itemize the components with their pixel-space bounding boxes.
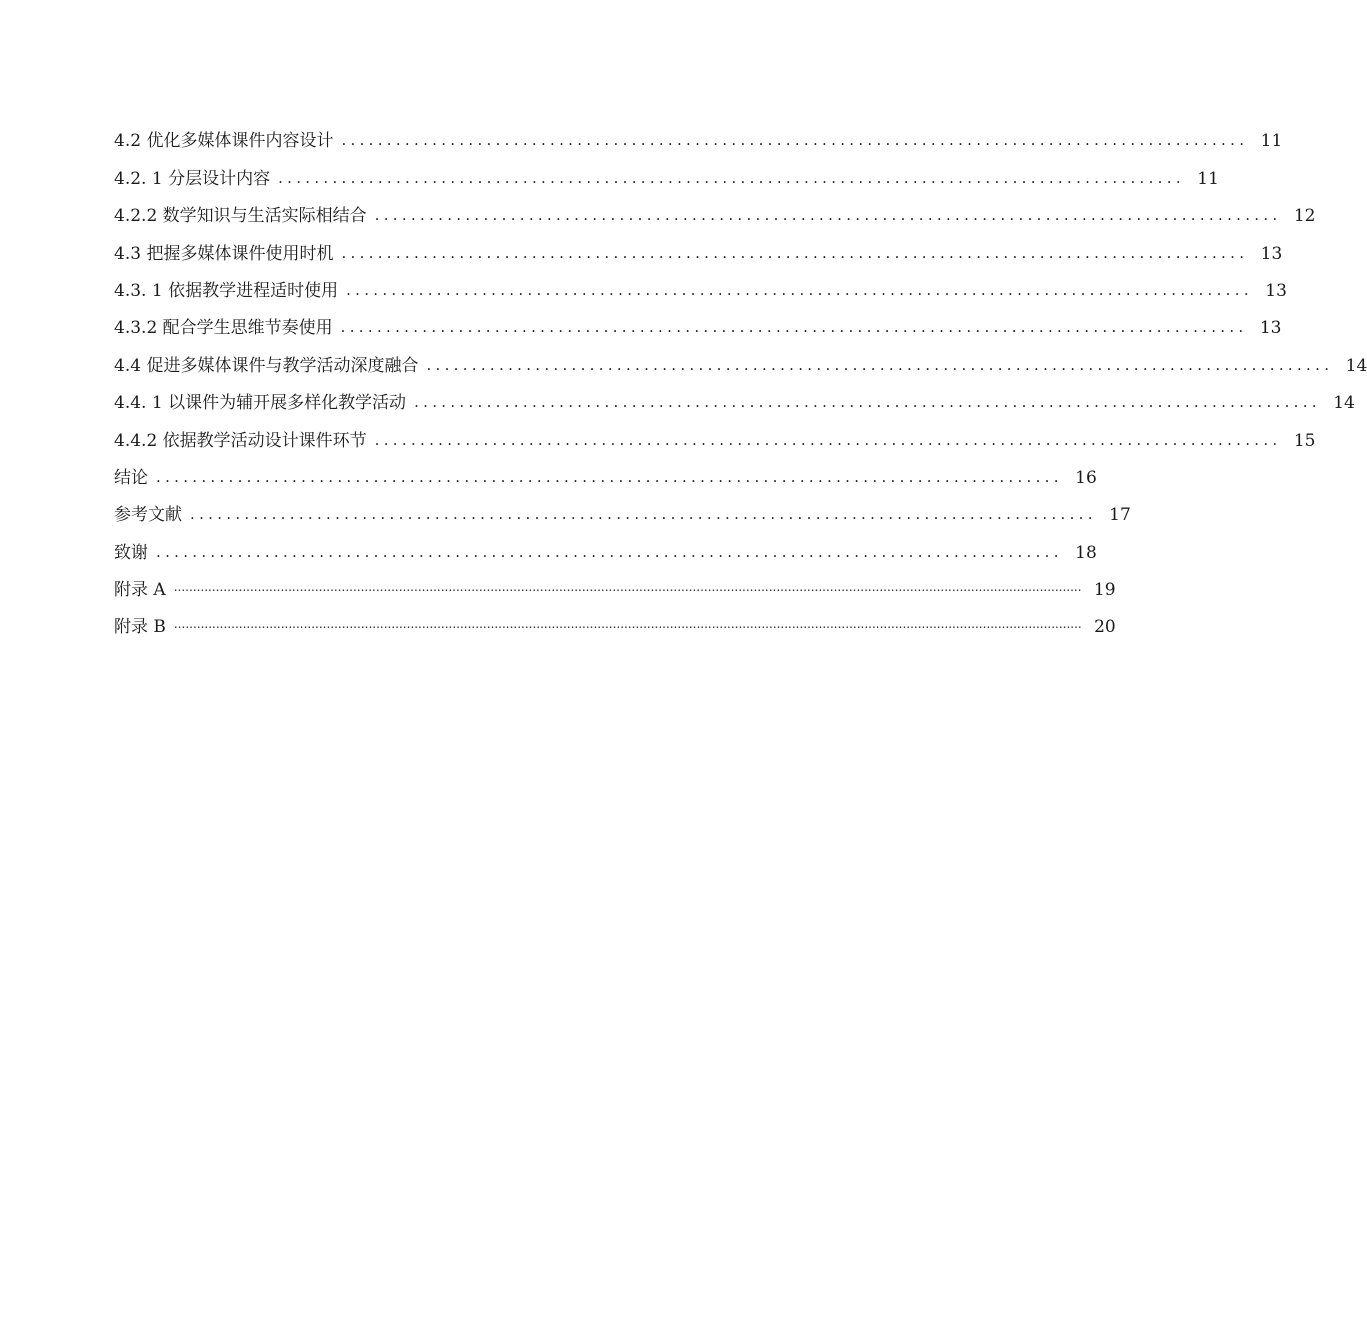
dot-leader: .................................................................................................... <box>340 318 1248 337</box>
toc-page-number: 13 <box>1265 280 1287 301</box>
toc-entry[interactable] <box>114 264 1287 301</box>
toc-page-number: 13 <box>1259 318 1282 339</box>
dot-leader: .................................................................................................... <box>190 505 1097 524</box>
toc-entry-label: 4.4. 1 以课件为辅开展多样化教学活动 <box>114 393 407 414</box>
toc-entry-label: 参考文献 <box>114 505 182 526</box>
dot-leader: .................................................................................................... <box>341 131 1249 150</box>
toc-page-number: 18 <box>1075 542 1097 563</box>
toc-page-number: 15 <box>1293 430 1316 451</box>
dot-leader: .............................................................................................................................................................................................................................................. <box>173 580 1082 595</box>
toc-entry-label: 致谢 <box>114 542 148 563</box>
toc-entry[interactable] <box>114 525 1097 563</box>
dot-leader: .................................................................................................... <box>341 243 1249 262</box>
toc-entry-label: 4.2.2 数学知识与生活实际相结合 <box>114 206 367 227</box>
toc-page-number: 13 <box>1260 243 1283 264</box>
toc-entry-label: 4.2 优化多媒体课件内容设计 <box>114 131 334 152</box>
toc-page-number: 20 <box>1094 617 1116 638</box>
toc-entry[interactable] <box>114 413 1316 451</box>
toc-page-number: 11 <box>1260 131 1283 152</box>
toc-entry[interactable] <box>114 451 1097 488</box>
toc-entry[interactable] <box>114 151 1219 189</box>
dot-leader: .................................................................................................... <box>156 467 1063 486</box>
toc-entry-label: 4.3.2 配合学生思维节奏使用 <box>114 318 333 339</box>
toc-entry[interactable] <box>114 114 1283 152</box>
toc-entry-label: 4.4 促进多媒体课件与教学活动深度融合 <box>114 355 419 376</box>
toc-entry[interactable] <box>114 376 1355 414</box>
dot-leader: .................................................................................................... <box>278 168 1185 187</box>
toc-entry-label: 附录 B <box>114 617 166 638</box>
toc-entry[interactable] <box>114 563 1116 601</box>
toc-entry[interactable] <box>114 226 1283 264</box>
dot-leader: .................................................................................................... <box>346 280 1253 299</box>
toc-entry[interactable] <box>114 189 1316 227</box>
toc-page-number: 17 <box>1109 505 1131 526</box>
toc-page-number: 14 <box>1333 393 1355 414</box>
toc-entry-label: 4.2. 1 分层设计内容 <box>114 168 271 189</box>
toc-entry[interactable] <box>114 301 1282 339</box>
dot-leader: .................................................................................................... <box>426 355 1334 374</box>
toc-entry-label: 4.3. 1 依据教学进程适时使用 <box>114 280 339 301</box>
table-of-contents <box>114 114 1367 638</box>
toc-page-number: 16 <box>1075 467 1097 488</box>
toc-entry-label: 附录 A <box>114 580 166 601</box>
toc-page-number: 14 <box>1345 355 1367 376</box>
dot-leader: .................................................................................................... <box>374 206 1282 225</box>
toc-entry-label: 4.4.2 依据教学活动设计课件环节 <box>114 430 367 451</box>
toc-entry[interactable] <box>114 600 1116 638</box>
toc-entry[interactable] <box>114 488 1131 526</box>
toc-page-number: 19 <box>1093 580 1116 601</box>
dot-leader: .............................................................................................................................................................................................................................................. <box>173 617 1082 632</box>
dot-leader: .................................................................................................... <box>156 542 1063 561</box>
dot-leader: .................................................................................................... <box>374 430 1282 449</box>
toc-entry-label: 4.3 把握多媒体课件使用时机 <box>114 243 334 264</box>
toc-entry-label: 结论 <box>114 467 148 488</box>
toc-page-number: 11 <box>1197 168 1219 189</box>
toc-entry[interactable] <box>114 338 1367 376</box>
dot-leader: .................................................................................................... <box>414 393 1321 412</box>
toc-page-number: 12 <box>1293 206 1316 227</box>
